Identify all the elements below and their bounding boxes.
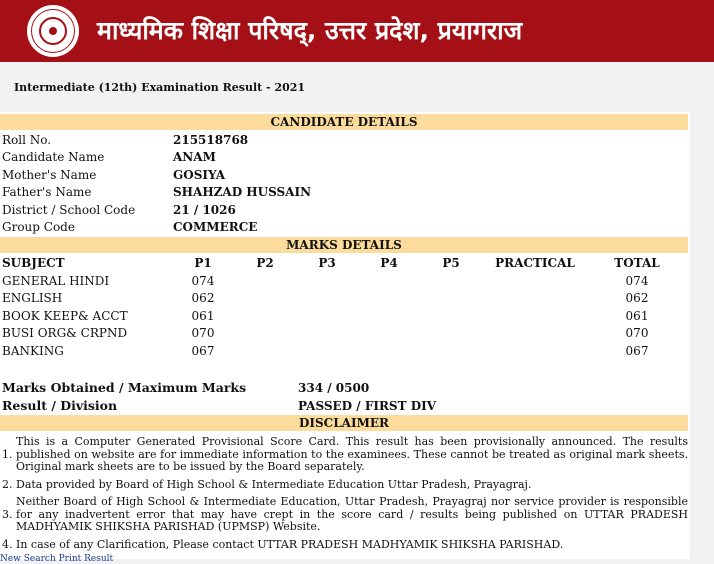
father-name-label: Father's Name <box>2 185 92 199</box>
board-logo <box>27 5 79 57</box>
mother-name-value: GOSIYA <box>173 168 226 182</box>
subject-p1: 070 <box>191 326 215 340</box>
subject-name: BANKING <box>2 344 64 358</box>
disclaimer-heading: DISCLAIMER <box>0 415 688 431</box>
subject-total: 062 <box>625 291 649 305</box>
subject-p1: 074 <box>191 274 215 288</box>
mother-name-label: Mother's Name <box>2 168 97 182</box>
subject-total: 074 <box>625 274 649 288</box>
subject-p1: 061 <box>191 309 215 323</box>
col-total: TOTAL <box>614 256 660 270</box>
subject-p1: 062 <box>191 291 215 305</box>
candidate-name-label: Candidate Name <box>2 150 105 164</box>
header-banner <box>0 0 714 62</box>
candidate-details-heading: CANDIDATE DETAILS <box>0 114 688 130</box>
district-school-value: 21 / 1026 <box>173 203 236 217</box>
father-name-value: SHAHZAD HUSSAIN <box>173 185 312 199</box>
subject-name: BOOK KEEP& ACCT <box>2 309 128 323</box>
col-p1: P1 <box>194 256 212 270</box>
result-division-value: PASSED / FIRST DIV <box>298 399 437 413</box>
disclaimer-item: 1. This is a Computer Generated Provisional Score Card. This result has been provisionally announced. The results published on website are for immediate information to the examinees. These cannot be treated as original mark sheets. Original mark sheets are to be issued by the Board separately. <box>2 435 688 473</box>
col-p2: P2 <box>256 256 274 270</box>
col-p3: P3 <box>318 256 336 270</box>
col-p4: P4 <box>380 256 398 270</box>
col-practical: PRACTICAL <box>495 256 575 270</box>
marks-obtained-value: 334 / 0500 <box>298 381 370 395</box>
disclaimer-item: 4. In case of any Clarification, Please contact UTTAR PRADESH MADHYAMIK SHIKSHA PARISHAD. <box>2 538 564 551</box>
roll-no-label: Roll No. <box>2 133 52 147</box>
group-code-value: COMMERCE <box>173 220 258 234</box>
marks-obtained-label: Marks Obtained / Maximum Marks <box>2 380 247 395</box>
col-subject: SUBJECT <box>2 256 65 270</box>
footer-links[interactable]: New Search Print Result <box>0 554 114 564</box>
result-division-label: Result / Division <box>2 398 118 413</box>
result-card <box>0 112 690 559</box>
subject-p1: 067 <box>191 344 215 358</box>
group-code-label: Group Code <box>2 220 75 234</box>
disclaimer-item: 2. Data provided by Board of High School & Intermediate Education Uttar Pradesh, Prayagraj. <box>2 478 532 491</box>
subject-name: GENERAL HINDI <box>2 274 110 288</box>
marks-details-heading: MARKS DETAILS <box>0 237 688 253</box>
roll-no-value: 215518768 <box>173 133 249 147</box>
exam-title: Intermediate (12th) Examination Result - 2021 <box>14 81 306 94</box>
disclaimer-item: 3. Neither Board of High School & Intermediate Education, Uttar Pradesh, Prayagraj nor service provider is responsible for any inadvertent error that may have crept in the score card / results being published on UTTAR PRADESH MADHYAMIK SHIKSHA PARISHAD (UPMSP) Website. <box>2 495 688 533</box>
subject-total: 067 <box>625 344 649 358</box>
subject-name: BUSI ORG& CRPND <box>2 326 128 340</box>
col-p5: P5 <box>442 256 460 270</box>
subject-name: ENGLISH <box>2 291 63 305</box>
board-title: माध्यमिक शिक्षा परिषद्, उत्तर प्रदेश, प्रयागराज <box>97 16 523 45</box>
district-school-label: District / School Code <box>2 203 136 217</box>
subject-total: 061 <box>625 309 649 323</box>
subject-total: 070 <box>625 326 649 340</box>
candidate-name-value: ANAM <box>173 150 216 164</box>
